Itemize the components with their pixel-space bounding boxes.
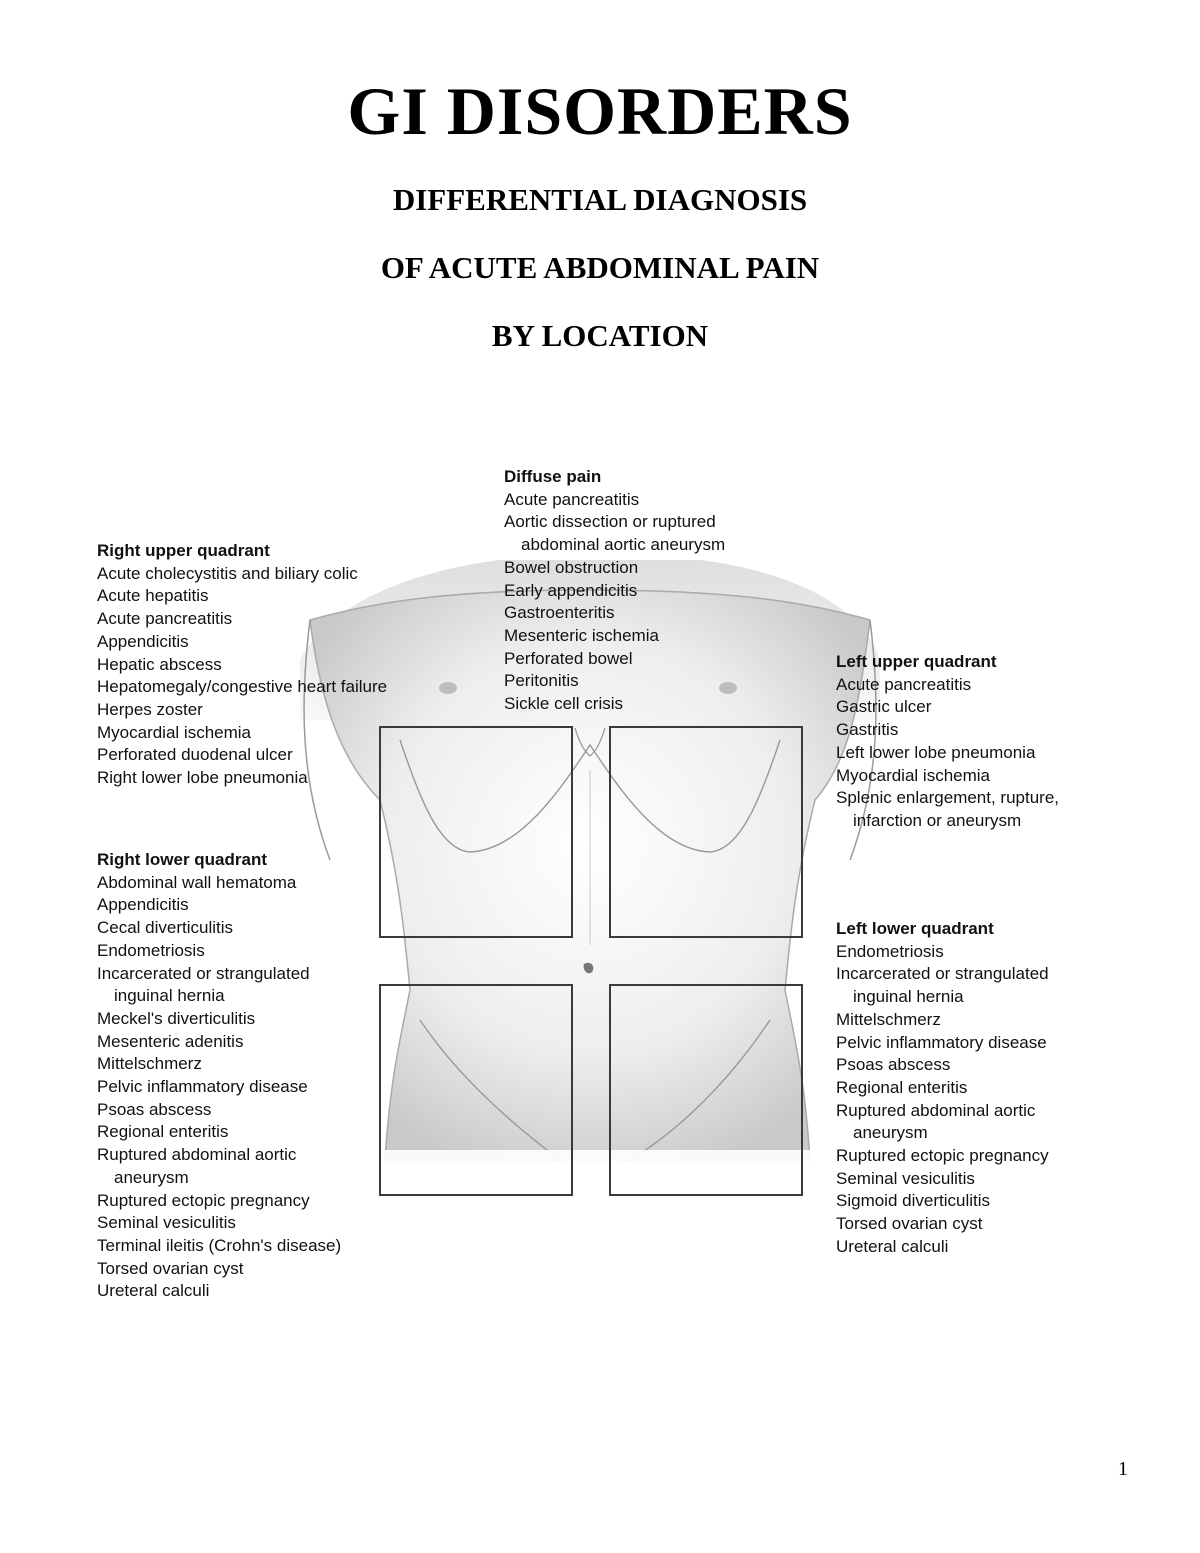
list-item: Ureteral calculi	[97, 1281, 210, 1301]
list-item: inguinal hernia	[114, 986, 225, 1006]
right-lower-quadrant-list	[97, 849, 341, 1303]
left-upper-quadrant-list	[836, 651, 1059, 833]
list-item: Endometriosis	[836, 941, 944, 961]
list-item: Ureteral calculi	[836, 1236, 949, 1256]
right-upper-quadrant-heading: Right upper quadrant	[97, 541, 270, 560]
list-item: Torsed ovarian cyst	[836, 1214, 983, 1234]
subtitle-line-3: BY LOCATION	[491, 318, 709, 353]
list-item: Regional enteritis	[97, 1122, 229, 1142]
list-item: Perforated duodenal ulcer	[97, 745, 293, 765]
list-item: Myocardial ischemia	[836, 765, 990, 785]
list-item: Mittelschmerz	[97, 1054, 202, 1074]
list-item: infarction or aneurysm	[853, 810, 1022, 830]
list-item: Ruptured abdominal aortic	[97, 1145, 297, 1165]
list-item: Peritonitis	[504, 671, 579, 691]
list-item: Acute pancreatitis	[836, 674, 972, 694]
list-item: Endometriosis	[97, 940, 205, 960]
diffuse-pain-heading: Diffuse pain	[504, 467, 602, 486]
list-item: Appendicitis	[97, 631, 189, 651]
list-item: Gastritis	[836, 720, 899, 740]
list-item: Acute hepatitis	[97, 586, 209, 606]
list-item: Gastric ulcer	[836, 697, 932, 717]
list-item: Seminal vesiculitis	[836, 1168, 975, 1188]
page-number: 1	[1118, 1458, 1128, 1480]
right-lower-quadrant-heading: Right lower quadrant	[97, 850, 267, 869]
right-upper-quadrant-list	[97, 540, 387, 790]
list-item: Sigmoid diverticulitis	[836, 1191, 990, 1211]
list-item: Myocardial ischemia	[97, 722, 251, 742]
list-item: Terminal ileitis (Crohn's disease)	[97, 1235, 342, 1255]
list-item: Regional enteritis	[836, 1077, 968, 1097]
list-item: Early appendicitis	[504, 580, 638, 600]
list-item: Pelvic inflammatory disease	[836, 1032, 1047, 1052]
list-item: Acute cholecystitis and biliary colic	[97, 563, 358, 583]
list-item: Hepatic abscess	[97, 654, 222, 674]
list-item: Bowel obstruction	[504, 557, 639, 577]
list-item: Herpes zoster	[97, 699, 203, 719]
list-item: Seminal vesiculitis	[97, 1213, 236, 1233]
left-lower-quadrant-list	[836, 918, 1049, 1259]
list-item: aneurysm	[114, 1167, 189, 1187]
subtitle-line-2: OF ACUTE ABDOMINAL PAIN	[380, 250, 820, 285]
list-item: Hepatomegaly/congestive heart failure	[97, 677, 388, 697]
list-item: Ruptured ectopic pregnancy	[836, 1146, 1049, 1166]
list-item: Meckel's diverticulitis	[97, 1008, 256, 1028]
list-item: Psoas abscess	[97, 1099, 212, 1119]
list-item: Incarcerated or strangulated	[97, 963, 310, 983]
list-item: Psoas abscess	[836, 1055, 951, 1075]
list-item: Torsed ovarian cyst	[97, 1258, 244, 1278]
list-item: Splenic enlargement, rupture,	[836, 788, 1060, 808]
list-item: Right lower lobe pneumonia	[97, 768, 308, 788]
left-lower-quadrant-heading: Left lower quadrant	[836, 919, 994, 938]
list-item: inguinal hernia	[853, 987, 964, 1007]
list-item: Ruptured abdominal aortic	[836, 1100, 1036, 1120]
list-item: Acute pancreatitis	[97, 609, 233, 629]
list-item: aneurysm	[853, 1123, 928, 1143]
left-upper-quadrant-heading: Left upper quadrant	[836, 652, 997, 671]
list-item: Sickle cell crisis	[504, 694, 624, 714]
list-item: abdominal aortic aneurysm	[521, 535, 726, 555]
subtitle-line-1: DIFFERENTIAL DIAGNOSIS	[392, 182, 808, 217]
list-item: Incarcerated or strangulated	[836, 964, 1049, 984]
list-item: Cecal diverticulitis	[97, 918, 234, 938]
diffuse-pain-list	[504, 466, 725, 716]
list-item: Acute pancreatitis	[504, 489, 640, 509]
list-item: Pelvic inflammatory disease	[97, 1077, 308, 1097]
list-item: Gastroenteritis	[504, 603, 615, 623]
list-item: Left lower lobe pneumonia	[836, 742, 1036, 762]
list-item: Abdominal wall hematoma	[97, 872, 297, 892]
list-item: Mesenteric ischemia	[504, 625, 659, 645]
list-item: Mittelschmerz	[836, 1009, 941, 1029]
page-title: GI DISORDERS	[347, 73, 853, 149]
list-item: Ruptured ectopic pregnancy	[97, 1190, 310, 1210]
list-item: Mesenteric adenitis	[97, 1031, 244, 1051]
list-item: Appendicitis	[97, 895, 189, 915]
list-item: Perforated bowel	[504, 648, 633, 668]
list-item: Aortic dissection or ruptured	[504, 512, 716, 532]
